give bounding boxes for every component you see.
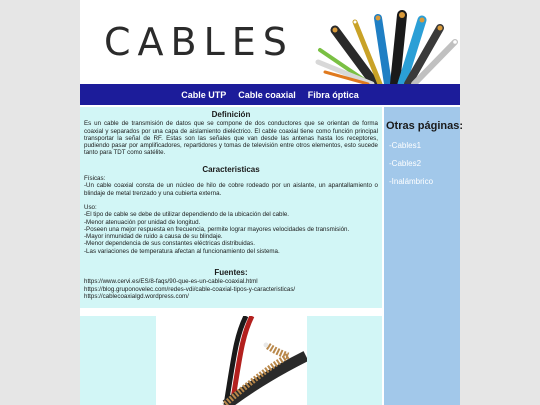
fuente-link[interactable]: https://blog.gruponovelec.com/redes-vdi/cable-coaxial-tipos-y-caracteristicas/ — [84, 285, 296, 293]
caracteristicas-heading: Caracteristicas — [202, 164, 260, 174]
sidebar-link-inalambrico[interactable]: -Inalámbrico — [389, 177, 434, 186]
uso-label: Uso: — [84, 203, 97, 211]
site-title: CABLES — [104, 20, 294, 64]
uso-item: -Menor atenuación por unidad de longitud. — [84, 218, 201, 226]
fuente-link[interactable]: https://cablecoaxialgd.wordpress.com/ — [84, 292, 189, 300]
header-banner — [80, 0, 460, 84]
photo-section — [80, 316, 382, 405]
uso-item: -Mayor inmunidad de ruido a causa de su blindaje. — [84, 233, 223, 241]
coaxial-cable-photo-icon — [156, 316, 307, 405]
page-container — [80, 0, 464, 405]
nav-cable-coaxial[interactable]: Cable coaxial — [238, 89, 296, 100]
fisicas-text: -Un cable coaxial consta de un núcleo de hilo de cobre rodeado por un aislante, un apantallamiento o blindaje de metal trenzado y una cubierta externa. — [84, 182, 378, 197]
uso-item: -Menor dependencia de sus constantes eléctricas distribuidas. — [84, 240, 255, 248]
uso-item: -El tipo de cable se debe de utilizar dependiendo de la ubicación del cable. — [84, 211, 290, 219]
sidebar — [384, 107, 464, 405]
cable-bundle-icon — [280, 0, 460, 84]
nav-fibra-optica[interactable]: Fibra óptica — [307, 89, 359, 100]
uso-item: -Las variaciones de temperatura afectan al funcionamiento del sistema. — [84, 247, 280, 255]
definicion-text: Es un cable de transmisión de datos que se compone de dos conductores que se orientan de forma coaxial y separados por una capa de aislamiento dieléctrico. El cable coaxial tiene como función principal transportar la señal de RF. Estas son las señales que van desde las antenas hasta los receptores, pudiendo pasar por amplificadores, repartidores y tomas de televisión entre otros elementos, esto sucede tanto para TDT como satélite. — [84, 120, 378, 157]
sidebar-title: Otras páginas: — [386, 120, 464, 132]
fisicas-label: Físicas: — [84, 175, 106, 183]
fuentes-heading: Fuentes: — [214, 268, 248, 278]
fuente-link[interactable]: https://www.cervi.es/ES/8-faqs/90-que-es-un-cable-coaxial.html — [84, 278, 258, 286]
coaxial-cable-photo — [156, 316, 307, 405]
sidebar-link-cables1[interactable]: -Cables1 — [389, 141, 422, 150]
nav-cable-utp[interactable]: Cable UTP — [181, 89, 227, 100]
main-content — [80, 107, 382, 308]
definicion-heading: Definición — [211, 110, 251, 119]
uso-item: -Poseen una mejor respuesta en frecuencia, permite lograr mayores velocidades de transmisión. — [84, 225, 350, 233]
main-nav — [80, 84, 460, 105]
sidebar-link-cables2[interactable]: -Cables2 — [389, 159, 422, 168]
